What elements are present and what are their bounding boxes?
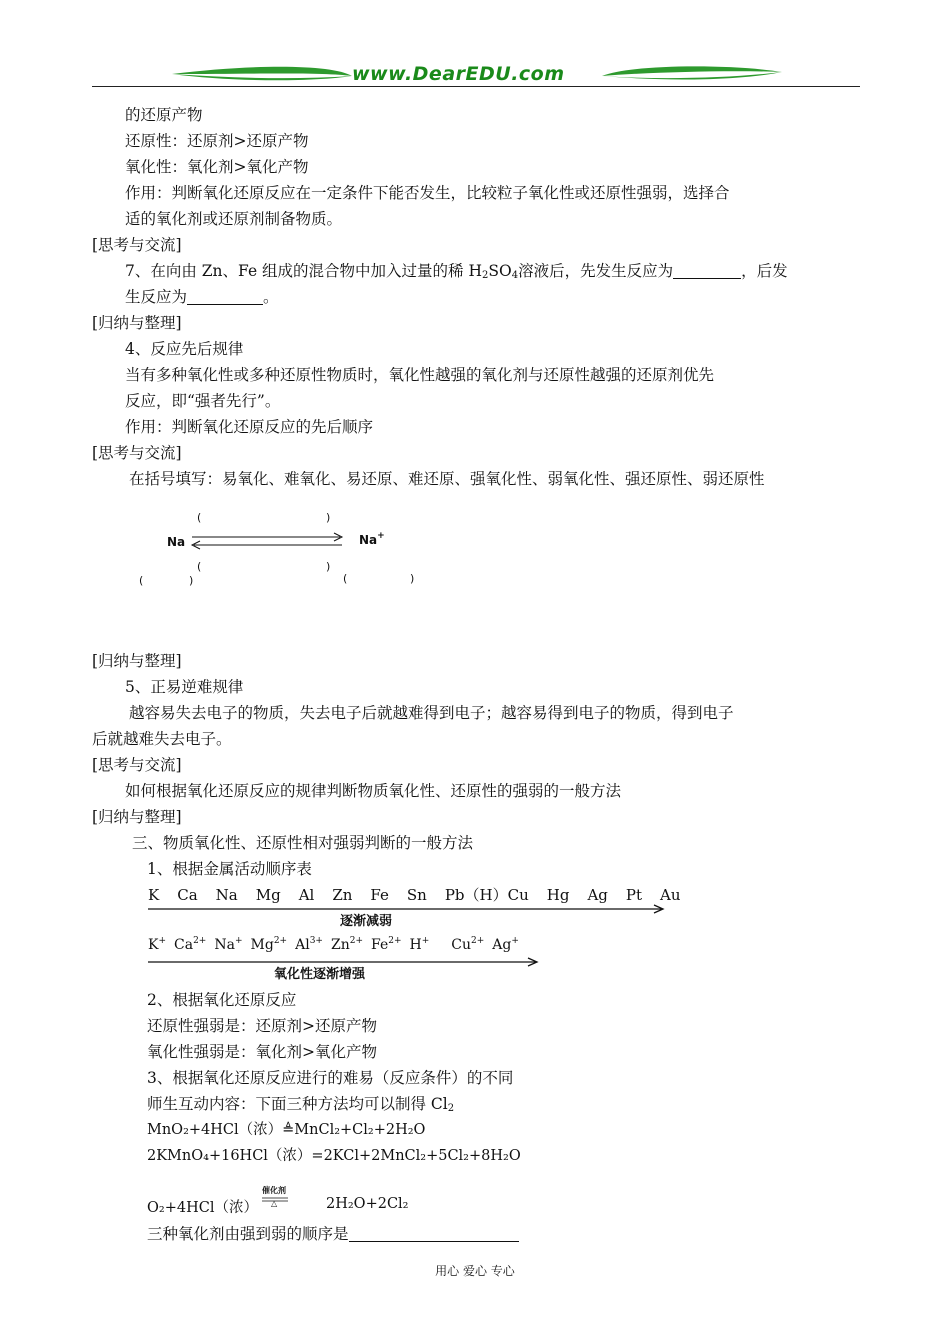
method-heading: 1、根据金属活动顺序表: [147, 860, 312, 878]
na-right: Na+: [359, 531, 385, 547]
metal-symbol: Mg: [255, 886, 281, 904]
metal-symbol: Al: [298, 886, 315, 904]
ion-symbol: K+: [148, 936, 167, 953]
metal-symbol: Pb（H）Cu: [444, 886, 529, 904]
metal-symbol: Sn: [406, 886, 427, 904]
text-line: 氧化性强弱是：氧化剂>氧化产物: [147, 1043, 377, 1061]
metal-symbol: Au: [660, 886, 681, 904]
metal-symbol: Fe: [370, 886, 389, 904]
answer-blank[interactable]: [187, 290, 263, 305]
metal-symbol: Na: [215, 886, 238, 904]
header-rule: [92, 86, 860, 87]
section-heading: [思考与交流]: [92, 236, 182, 254]
metal-symbol: Ca: [177, 886, 198, 904]
answer-blank[interactable]: [349, 1227, 519, 1242]
ion-symbol: $Fe^{2+}$: [371, 936, 402, 953]
metal-arrow-label: 逐渐减弱: [340, 914, 393, 929]
metal-symbol: Hg: [546, 886, 570, 904]
text-line: 还原性：还原剂>还原产物: [125, 132, 309, 150]
text-line: 还原性强弱是：还原剂>还原产物: [147, 1017, 377, 1035]
method-heading: 3、根据氧化还原反应进行的难易（反应条件）的不同: [147, 1069, 514, 1087]
text-line: 作用：判断氧化还原反应的先后顺序: [125, 418, 374, 436]
heat-symbol: △: [271, 1199, 278, 1208]
ion-symbol: $Al^{3+}$: [295, 936, 323, 953]
text-line: 作用：判断氧化还原反应在一定条件下能否发生，比较粒子氧化性或还原性强弱，选择合: [125, 184, 730, 202]
ion-symbol: H+: [409, 936, 430, 953]
section-title: 三、物质氧化性、还原性相对强弱判断的一般方法: [132, 834, 474, 852]
text-line: 在括号填写：易氧化、难氧化、易还原、难还原、强氧化性、弱氧化性、强还原性、弱还原性: [129, 470, 765, 488]
page-footer: 用心 爱心 专心: [435, 1264, 515, 1278]
equation-3-left: O₂+4HCl（浓）: [147, 1200, 258, 1216]
ion-arrow-label: 氧化性逐渐增强: [274, 967, 366, 982]
text-line: 反应，即“强者先行”。: [125, 392, 281, 410]
ion-symbol: Na+: [214, 936, 243, 953]
text-line: 越容易失去电子的物质，失去电子后就越难得到电子；越容易得到电子的物质，得到电子: [129, 704, 734, 722]
header-logo-text[interactable]: www.DearEDU.com: [352, 63, 565, 85]
na-left: Na: [167, 535, 186, 549]
method-heading: 2、根据氧化还原反应: [147, 991, 297, 1009]
text-line: 适的氧化剂或还原剂制备物质。: [125, 210, 343, 228]
metal-series: [148, 884, 681, 905]
text-line: 氧化性：氧化剂>氧化产物: [125, 158, 309, 176]
ion-symbol: $Zn^{2+}$: [330, 936, 363, 953]
double-arrow: [190, 532, 350, 550]
ion-symbol: $Ca^{2+}$: [174, 936, 207, 953]
ion-series: [148, 936, 527, 953]
text-line: 当有多种氧化性或多种还原性物质时，氧化性越强的氧化剂与还原性越强的还原剂优先: [125, 366, 715, 384]
ion-symbol: $Mg^{2+}$: [250, 936, 288, 953]
metal-symbol: Pt: [625, 886, 642, 904]
order-question: 三种氧化剂由强到弱的顺序是: [147, 1222, 519, 1244]
equation-3-right: 2H₂O+2Cl₂: [326, 1196, 409, 1212]
rule-heading: 5、正易逆难规律: [125, 678, 244, 696]
section-heading: [归纳与整理]: [92, 314, 182, 332]
question-7-cont: 生反应为 。: [125, 288, 279, 306]
section-heading: [归纳与整理]: [92, 652, 182, 670]
catalyst-label: 催化剂: [262, 1186, 286, 1195]
text-line: 后就越难失去电子。: [92, 730, 232, 748]
ion-symbol: $Cu^{2+}$: [451, 936, 485, 953]
equation-1: MnO₂+4HCl（浓）≜MnCl₂+Cl₂+2H₂O: [147, 1122, 426, 1138]
equation-2: 2KMnO₄+16HCl（浓）=2KCl+2MnCl₂+5Cl₂+8H₂O: [147, 1148, 521, 1164]
metal-arrow: [148, 904, 668, 914]
section-heading: [归纳与整理]: [92, 808, 182, 826]
metal-symbol: Ag: [587, 886, 608, 904]
text-line: 师生互动内容：下面三种方法均可以制得 $Cl_2$: [147, 1095, 455, 1114]
metal-symbol: Zn: [332, 886, 353, 904]
section-heading: [思考与交流]: [92, 444, 182, 462]
metal-symbol: K: [148, 886, 160, 904]
text-line: 的还原产物: [125, 106, 203, 124]
section-heading: [思考与交流]: [92, 756, 182, 774]
question-7: 7、在向由 Zn、Fe 组成的混合物中加入过量的稀 $H_2SO_4$溶液后，先发生反应为 ，后发: [125, 262, 788, 281]
ion-symbol: Ag+: [492, 936, 519, 953]
answer-blank[interactable]: [673, 264, 741, 279]
text-line: 如何根据氧化还原反应的规律判断物质氧化性、还原性的强弱的一般方法: [125, 782, 622, 800]
rule-heading: 4、反应先后规律: [125, 340, 244, 358]
